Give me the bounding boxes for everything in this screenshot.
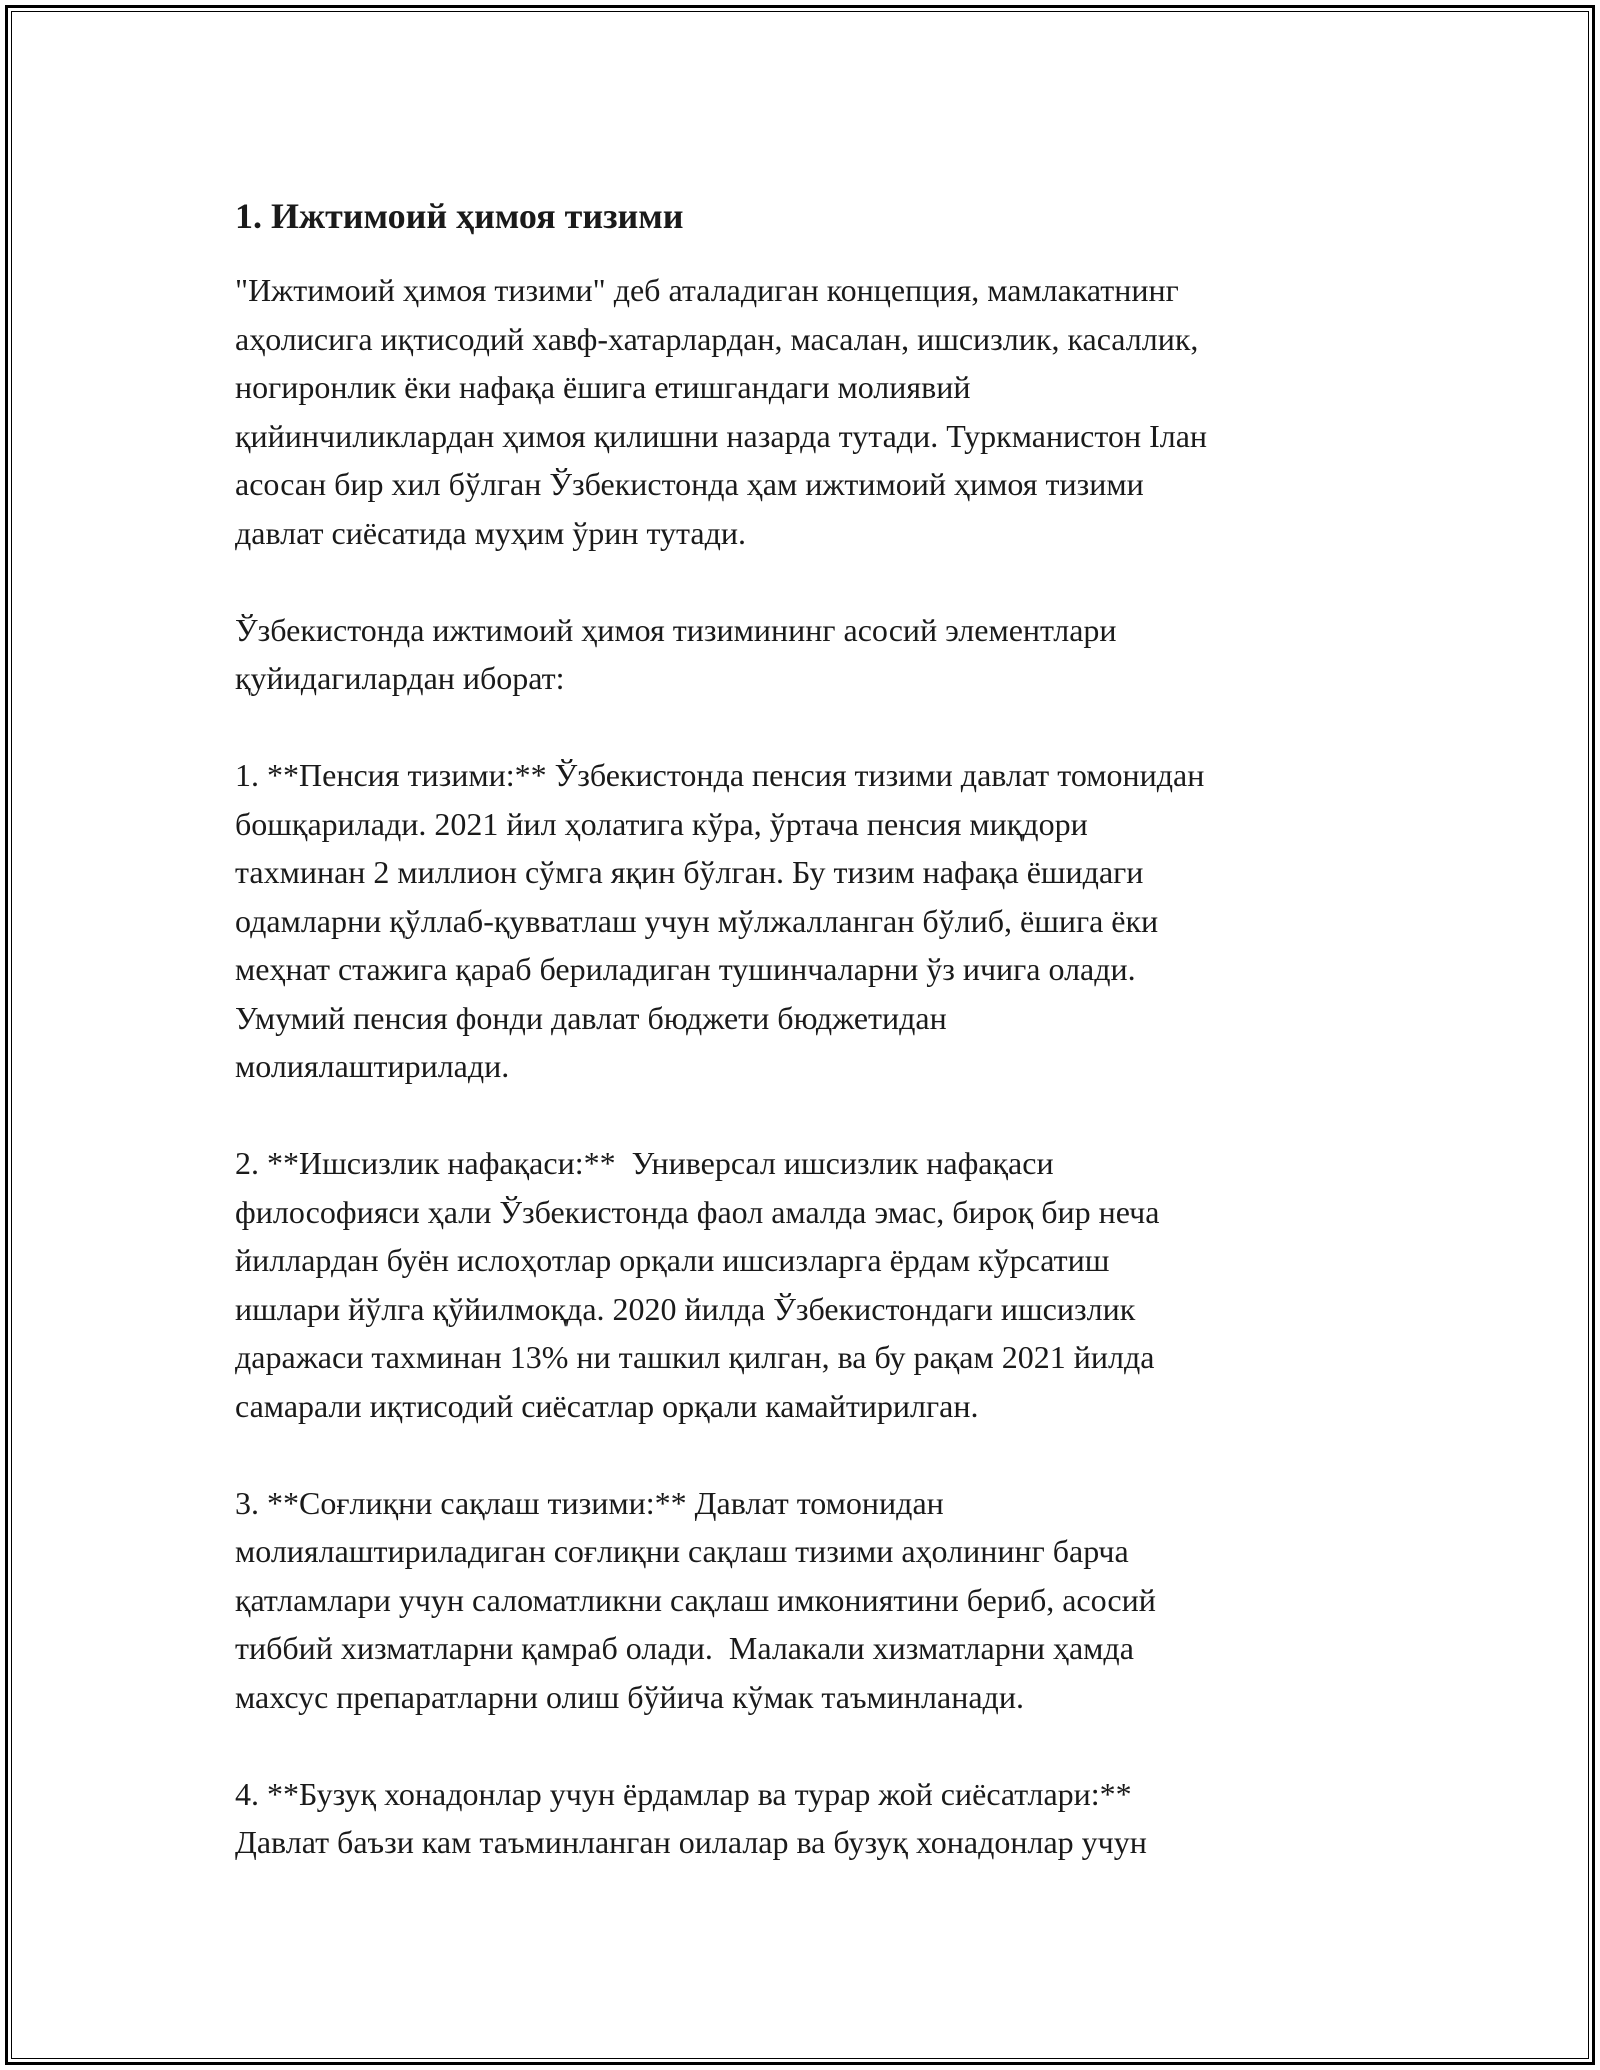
text-line: йиллардан буён ислоҳотлар орқали ишсизларга ёрдам кўрсатиш (235, 1242, 1110, 1278)
elements-intro-paragraph (235, 606, 1385, 703)
text-line: 2. **Ишсизлик нафақаси:** Универсал ишсизлик нафақаси (235, 1145, 1054, 1181)
text-line: давлат сиёсатида муҳим ўрин тутади. (235, 514, 747, 551)
text-line: қуйидагилардан иборат: (235, 660, 565, 696)
paragraph-spacer (235, 1721, 1385, 1770)
unemployment-paragraph (235, 1139, 1385, 1430)
text-line: Давлат баъзи кам таъминланган оилалар ва бузуқ хонадонлар учун (235, 1824, 1147, 1860)
text-line: бошқарилади. 2021 йил ҳолатига кўра, ўртача пенсия миқдори (235, 805, 1088, 842)
text-line: 4. **Бузуқ хонадонлар учун ёрдамлар ва турар жой сиёсатлари:** (235, 1775, 1132, 1812)
text-line: тахминан 2 миллион сўмга яқин бўлган. Бу тизим нафақа ёшидаги (235, 854, 1144, 890)
text-line: меҳнат стажига қараб бериладиган тушинчаларни ўз ичига олади. (235, 951, 1136, 987)
document-body (235, 188, 1385, 1867)
text-line: 1. **Пенсия тизими:** Ўзбекистонда пенсия тизими давлат томонидан (235, 757, 1205, 793)
section-heading: 1. Ижтимоий ҳимоя тизими (235, 196, 684, 236)
paragraph-spacer (235, 1430, 1385, 1479)
text-line: философияси ҳали Ўзбекистонда фаол амалда эмас, бироқ бир неча (235, 1193, 1160, 1230)
text-line: Умумий пенсия фонди давлат бюджети бюджетидан (235, 999, 947, 1036)
paragraph-spacer (235, 703, 1385, 752)
text-line: молиялаштириладиган соғлиқни сақлаш тизими аҳолининг барча (235, 1533, 1129, 1569)
text-line: қатламлари учун саломатликни сақлаш имкониятини бериб, асосий (235, 1581, 1156, 1618)
text-line: аҳолисига иқтисодий хавф-хатарлардан, масалан, ишсизлик, касаллик, (235, 320, 1199, 357)
intro-paragraph (235, 266, 1385, 557)
text-line: молиялаштирилади. (235, 1048, 510, 1084)
paragraph-spacer (235, 1091, 1385, 1140)
housing-paragraph (235, 1770, 1385, 1867)
text-line: ишлари йўлга қўйилмоқда. 2020 йилда Ўзбекистондаги ишсизлик (235, 1290, 1136, 1327)
text-line: одамларни қўллаб-қувватлаш учун мўлжалланган бўлиб, ёшига ёки (235, 902, 1159, 939)
text-line: махсус препаратларни олиш бўйича кўмак таъминланади. (235, 1678, 1024, 1715)
pension-paragraph (235, 751, 1385, 1091)
text-line: асосан бир хил бўлган Ўзбекистонда ҳам ижтимоий ҳимоя тизими (235, 466, 1144, 502)
text-line: "Ижтимоий ҳимоя тизими" деб аталадиган концепция, мамлакатнинг (235, 272, 1179, 308)
text-line: даражаси тахминан 13% ни ташкил қилган, ва бу рақам 2021 йилда (235, 1339, 1155, 1375)
healthcare-paragraph (235, 1479, 1385, 1722)
text-line: қийинчиликлардан ҳимоя қилишни назарда тутади. Туркманистон Ӏлан (235, 417, 1208, 454)
paragraph-spacer (235, 557, 1385, 606)
text-line: тиббий хизматларни қамраб олади. Малакали хизматларни ҳамда (235, 1630, 1134, 1666)
text-line: 3. **Соғлиқни сақлаш тизими:** Давлат томонидан (235, 1484, 944, 1521)
paragraph-list (235, 266, 1385, 1867)
text-line: Ўзбекистонда ижтимоий ҳимоя тизимининг асосий элементлари (235, 611, 1117, 648)
text-line: ногиронлик ёки нафақа ёшига етишгандаги молиявий (235, 369, 971, 405)
text-line: самарали иқтисодий сиёсатлар орқали камайтирилган. (235, 1387, 979, 1424)
